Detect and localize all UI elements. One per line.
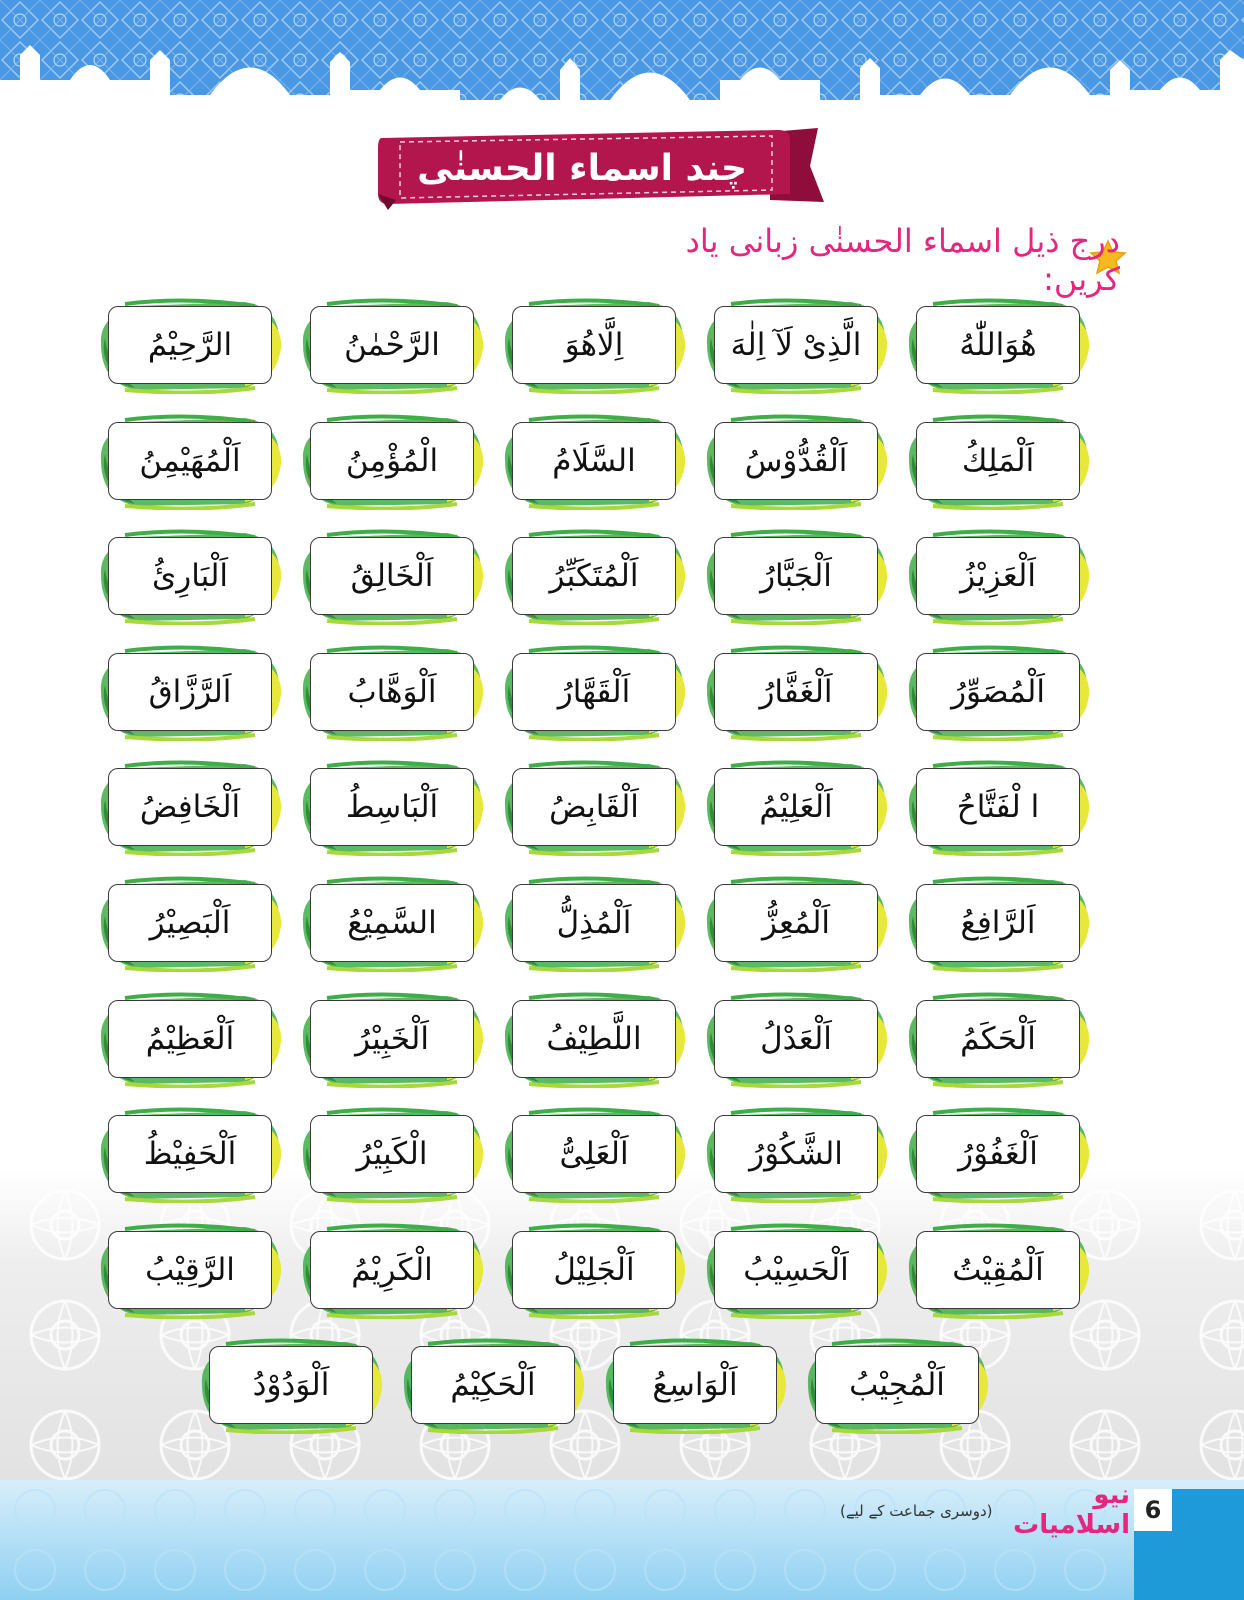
name-label: اَلْغَفُوْرُ	[916, 1115, 1080, 1193]
name-card	[95, 529, 283, 625]
name-card	[499, 1107, 687, 1203]
name-card	[297, 414, 485, 510]
name-label: السَّمِیْعُ	[310, 884, 474, 962]
name-label: الرَّقِیْبُ	[108, 1231, 272, 1309]
name-card	[903, 876, 1091, 972]
name-label: اَلْبَارِئُ	[108, 537, 272, 615]
name-card	[499, 992, 687, 1088]
instruction-text: درج ذیل اسماء الحسنٰی زبانی یاد کریں:	[685, 222, 1120, 298]
name-card	[499, 1223, 687, 1319]
name-card	[95, 645, 283, 741]
name-card	[903, 1223, 1091, 1319]
name-card	[903, 414, 1091, 510]
name-card	[499, 760, 687, 856]
name-label: هُوَاللّٰهُ	[916, 306, 1080, 384]
name-card	[499, 529, 687, 625]
name-card	[499, 645, 687, 741]
name-label: اَلْعَلِیُّ	[512, 1115, 676, 1193]
name-card	[499, 876, 687, 972]
name-label: اَلرَّافِعُ	[916, 884, 1080, 962]
name-label: اَلْقَابِضُ	[512, 768, 676, 846]
name-label: اَلْمُهَیْمِنُ	[108, 422, 272, 500]
name-label: اَلْحَسِیْبُ	[714, 1231, 878, 1309]
name-label: اَلْوَهَّابُ	[310, 653, 474, 731]
name-card	[297, 992, 485, 1088]
name-label: اَلْعَلِیْمُ	[714, 768, 878, 846]
name-label: اَلْمُجِیْبُ	[815, 1346, 979, 1424]
name-card	[499, 414, 687, 510]
name-card	[701, 760, 889, 856]
name-card	[701, 298, 889, 394]
name-card	[802, 1338, 990, 1434]
book-subtitle: (دوسری جماعت کے لیے)	[840, 1502, 993, 1520]
name-label: اَلْخَالِقُ	[310, 537, 474, 615]
name-card	[499, 298, 687, 394]
name-label: السَّلَامُ	[512, 422, 676, 500]
name-label: اَلْمُذِلُّ	[512, 884, 676, 962]
name-card	[701, 1107, 889, 1203]
page-title: چند اسماء الحسنٰی	[417, 147, 747, 189]
name-card	[95, 876, 283, 972]
book-title: نیو اسلامیات	[1013, 1480, 1130, 1540]
name-card	[903, 298, 1091, 394]
name-label: اَلْمُعِزُّ	[714, 884, 878, 962]
name-label: اَلْجَلِیْلُ	[512, 1231, 676, 1309]
name-card	[95, 298, 283, 394]
name-label: اَلرَّزَّاقُ	[108, 653, 272, 731]
name-card	[297, 1223, 485, 1319]
name-label: اَلْوَدُوْدُ	[209, 1346, 373, 1424]
name-card	[701, 529, 889, 625]
name-card	[600, 1338, 788, 1434]
name-card	[903, 529, 1091, 625]
name-card	[297, 298, 485, 394]
name-card	[297, 645, 485, 741]
name-card	[903, 760, 1091, 856]
name-card	[701, 645, 889, 741]
name-card	[701, 992, 889, 1088]
name-card	[95, 1223, 283, 1319]
name-label: اَلْمَلِكُ	[916, 422, 1080, 500]
name-card	[903, 992, 1091, 1088]
name-label: الْمُؤْمِنُ	[310, 422, 474, 500]
name-label: اَلْبَاسِطُ	[310, 768, 474, 846]
page-number: 6	[1134, 1489, 1172, 1531]
name-label: ا لْفَتَّاحُ	[916, 768, 1080, 846]
name-label: الشَّكُوْرُ	[714, 1115, 878, 1193]
name-card	[297, 760, 485, 856]
name-label: اَلْبَصِیْرُ	[108, 884, 272, 962]
name-label: اَلْجَبَّارُ	[714, 537, 878, 615]
name-label: اَلْمُتَكَبِّرُ	[512, 537, 676, 615]
name-label: اَلْعَدْلُ	[714, 1000, 878, 1078]
name-card	[701, 876, 889, 972]
name-card	[196, 1338, 384, 1434]
name-label: الرَّحِیْمُ	[108, 306, 272, 384]
name-label: اللَّطِیْفُ	[512, 1000, 676, 1078]
name-label: اَلْحَكِیْمُ	[411, 1346, 575, 1424]
name-label: اَلْعَظِیْمُ	[108, 1000, 272, 1078]
name-card	[95, 414, 283, 510]
name-card	[701, 1223, 889, 1319]
name-card	[297, 1107, 485, 1203]
name-card	[398, 1338, 586, 1434]
name-label: الْكَرِیْمُ	[310, 1231, 474, 1309]
name-label: اَلْمُقِیْتُ	[916, 1231, 1080, 1309]
name-label: اَلْحَكَمُ	[916, 1000, 1080, 1078]
name-card	[95, 992, 283, 1088]
name-label: الْكَبِیْرُ	[310, 1115, 474, 1193]
name-label: الَّذِیْ لَآ اِلٰهَ	[714, 306, 878, 384]
name-label: اَلْخَبِیْرُ	[310, 1000, 474, 1078]
name-label: الرَّحْمٰنُ	[310, 306, 474, 384]
name-card	[701, 414, 889, 510]
name-card	[297, 876, 485, 972]
name-card	[95, 1107, 283, 1203]
name-label: اَلْعَزِیْزُ	[916, 537, 1080, 615]
name-label: اَلْمُصَوِّرُ	[916, 653, 1080, 731]
name-label: اَلْقَهَّارُ	[512, 653, 676, 731]
name-card	[903, 1107, 1091, 1203]
name-label: اِلَّاهُوَ	[512, 306, 676, 384]
name-label: اَلْخَافِضُ	[108, 768, 272, 846]
name-label: اَلْحَفِیْظُ	[108, 1115, 272, 1193]
name-label: اَلْوَاسِعُ	[613, 1346, 777, 1424]
name-label: اَلْغَفَّارُ	[714, 653, 878, 731]
name-card	[95, 760, 283, 856]
name-label: اَلْقُدُّوْسُ	[714, 422, 878, 500]
name-card	[297, 529, 485, 625]
name-card	[903, 645, 1091, 741]
